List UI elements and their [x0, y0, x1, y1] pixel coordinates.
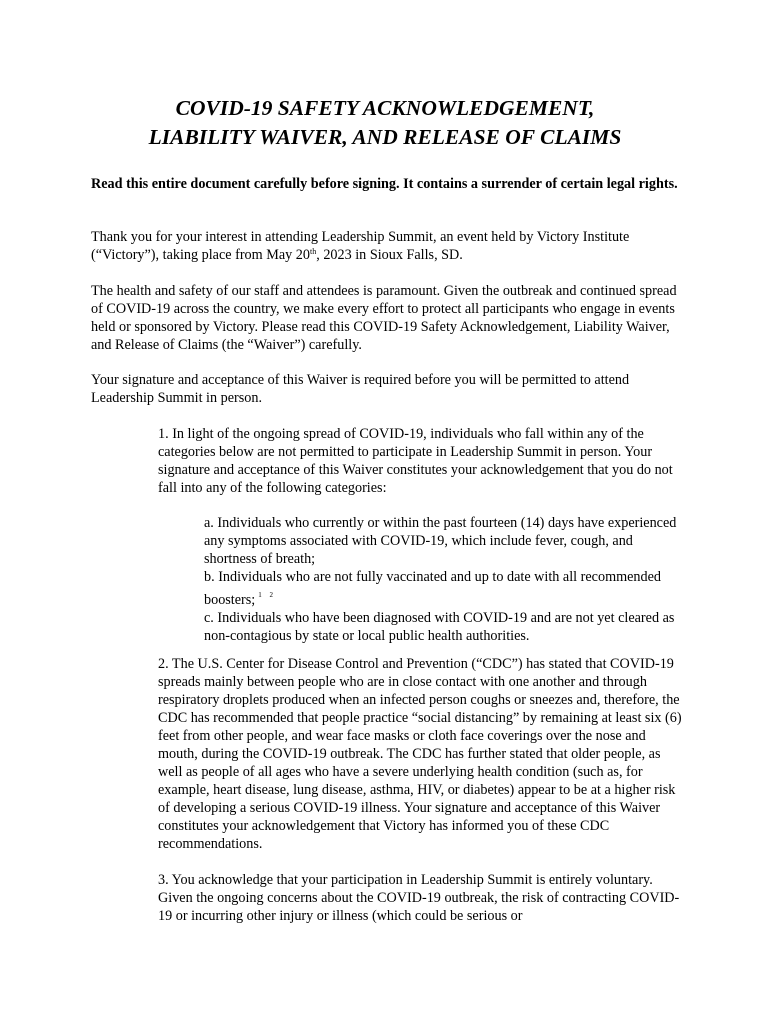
list-item-3: 3. You acknowledge that your participation in Leadership Summit is entirely voluntary. Given the ongoing concerns about the COVID-19 outbreak, the risk of contracting COVID-19 or incurring other injury or illness (which could be serious or [158, 872, 680, 924]
paragraph-thank-you [91, 228, 691, 264]
sub-item-c: c. Individuals who have been diagnosed with COVID-19 and are not yet cleared as non-contagious by state or local public health authorities. [204, 610, 675, 644]
paragraph-health-safety: The health and safety of our staff and attendees is paramount. Given the outbreak and continued spread of COVID-19 across the country, we make every effort to protect all participants who engage in events held or sponsored by Victory. Please read this COVID-19 Safety Acknowledgement, Liability Waiver, and Release of Claims (the “Waiver”) carefully. [91, 283, 677, 353]
sub-list [204, 514, 684, 645]
title-line-2: LIABILITY WAIVER, AND RELEASE OF CLAIMS [148, 125, 622, 149]
date-ordinal-suffix: th [309, 247, 317, 256]
sub-item-b [204, 568, 684, 609]
sub-item-b-text: b. Individuals who are not fully vaccinated and up to date with all recommended boosters; [204, 569, 662, 608]
list-item-1: 1. In light of the ongoing spread of COVID-19, individuals who fall within any of the categories below are not permitted to participate in Leadership Summit in person. Your signature and acceptance of this Waiver constitutes your acknowledgement that you do not fall into any of the following categories: [158, 426, 673, 496]
sub-item-a: a. Individuals who currently or within the past fourteen (14) days have experienced any symptoms associated with COVID-19, which include fever, cough, and shortness of breath; [204, 515, 677, 567]
intro-warning: Read this entire document carefully before signing. It contains a surrender of certain legal rights. [91, 176, 678, 192]
title-line-1: COVID-19 SAFETY ACKNOWLEDGEMENT, [175, 96, 595, 120]
footnote-markers: 1 2 [258, 591, 276, 599]
paragraph-thank-you-location: , 2023 in Sioux Falls, SD. [316, 247, 463, 263]
document-title [0, 94, 770, 152]
paragraph-thank-you-text: Thank you for your interest in attending Leadership Summit, an event held by Victory Institute (“Victory”), taking place from May 20 [91, 229, 630, 263]
paragraph-signature-required: Your signature and acceptance of this Waiver is required before you will be permitted to attend Leadership Summit in person. [91, 372, 630, 406]
list-item-2: 2. The U.S. Center for Disease Control and Prevention (“CDC”) has stated that COVID-19 spreads mainly between people who are in close contact with one another and through respiratory droplets produced when an infected person coughs or sneezes and, therefore, the CDC has recommended that people practice “social distancing” by remaining at least six (6) feet from other people, and wear face masks or cloth face coverings over the nose and mouth, during the COVID-19 outbreak. The CDC has further stated that older people, as well as people of all ages who have a severe underlying health condition (such as, for example, heart disease, lung disease, asthma, HIV, or diabetes) appear to be at a higher risk of developing a serious COVID-19 illness. Your signature and acceptance of this Waiver constitutes your acknowledgement that Victory has informed you of these CDC recommendations. [158, 656, 682, 852]
